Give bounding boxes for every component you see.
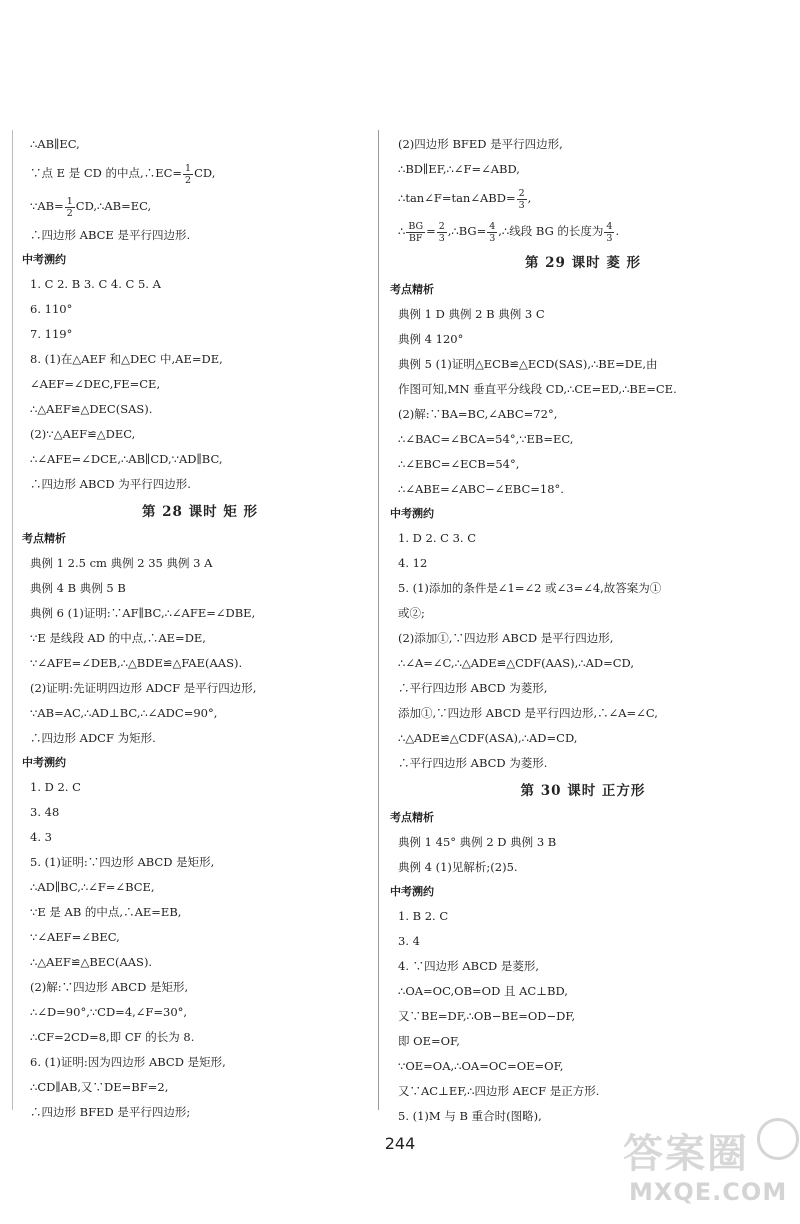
- answer-line: 典例 1 2.5 cm 典例 2 35 典例 3 A: [30, 556, 213, 570]
- answer-line: (2)解:∵BA=BC,∠ABC=72°,: [398, 407, 558, 421]
- answer-line: [398, 215, 768, 248]
- line-text: =: [426, 224, 436, 238]
- fraction: [604, 221, 614, 244]
- answer-line: [30, 157, 370, 190]
- answer-line: 又∵AC⊥EF,∴四边形 AECF 是正方形.: [398, 1084, 600, 1098]
- fraction-denominator: 3: [518, 199, 525, 211]
- answer-line: ∴△ADE≌△CDF(ASA),∴AD=CD,: [398, 731, 578, 745]
- answer-line: 1. D 2. C 3. C: [398, 531, 477, 545]
- section-heading: 中考溯约: [22, 756, 66, 769]
- answer-line: ∴平行四边形 ABCD 为菱形.: [398, 756, 548, 770]
- line-text: ,∴线段 BG 的长度为: [498, 224, 604, 238]
- fraction-denominator: 3: [489, 232, 496, 244]
- section-heading: 中考溯约: [390, 507, 434, 520]
- watermark-circle-icon: [757, 1118, 799, 1160]
- line-text: CD,∴AB=EC,: [75, 199, 152, 213]
- answer-line: 作图可知,MN 垂直平分线段 CD,∴CE=ED,∴BE=CE.: [398, 382, 677, 396]
- answer-line: 3. 48: [30, 805, 60, 819]
- line-text: ∵点 E 是 CD 的中点,∴EC=: [30, 166, 183, 180]
- answer-line: ∴∠ABE=∠ABC−∠EBC=18°.: [398, 482, 564, 496]
- fraction-numerator: 1: [66, 195, 73, 207]
- answer-line: [398, 182, 768, 215]
- fraction-numerator: 1: [185, 162, 192, 174]
- answer-line: ∴∠AFE=∠DCE,∴AB∥CD,∵AD∥BC,: [30, 452, 223, 466]
- page-margin-line: [12, 130, 13, 1110]
- line-text: .: [615, 224, 620, 238]
- answer-line: 典例 5 (1)证明△ECB≌△ECD(SAS),∴BE=DE,由: [398, 357, 658, 371]
- fraction-numerator: 4: [606, 220, 613, 232]
- fraction: [517, 188, 527, 211]
- answer-line: ∴△AEF≌△DEC(SAS).: [30, 402, 153, 416]
- fraction-denominator: 3: [438, 232, 445, 244]
- lesson-title: 第 30 课时 正方形: [520, 783, 646, 799]
- answer-line: ∵AB=AC,∴AD⊥BC,∴∠ADC=90°,: [30, 706, 218, 720]
- line-text: ,: [527, 191, 532, 205]
- page-number: 244: [384, 1134, 416, 1153]
- answer-line: 或②;: [398, 606, 425, 620]
- answer-line: ∠AEF=∠DEC,FE=CE,: [30, 377, 161, 391]
- answer-line: ∵E 是线段 AD 的中点,∴AE=DE,: [30, 631, 206, 645]
- answer-line: ∴CD∥AB,又∵DE=BF=2,: [30, 1080, 169, 1094]
- lesson-title: 第 28 课时 矩 形: [141, 504, 259, 520]
- section-heading: 中考溯约: [390, 885, 434, 898]
- answer-line: 典例 4 120°: [398, 332, 464, 346]
- left-column: [22, 132, 370, 1125]
- answer-line: ∴∠BAC=∠BCA=54°,∵EB=EC,: [398, 432, 574, 446]
- answer-line: 典例 4 (1)见解析;(2)5.: [398, 860, 518, 874]
- answer-line: (2)∵△AEF≌△DEC,: [30, 427, 136, 441]
- answer-line: 8. (1)在△AEF 和△DEC 中,AE=DE,: [30, 352, 223, 366]
- answer-line: 5. (1)M 与 B 重合时(图略),: [398, 1109, 542, 1123]
- fraction-numerator: 4: [489, 220, 496, 232]
- answer-line: 典例 4 B 典例 5 B: [30, 581, 126, 595]
- answer-line: ∴△AEF≌△BEC(AAS).: [30, 955, 153, 969]
- fraction: [487, 221, 497, 244]
- answer-line: 1. C 2. B 3. C 4. C 5. A: [30, 277, 161, 291]
- fraction-numerator: 2: [518, 187, 525, 199]
- fraction: [437, 221, 447, 244]
- answer-line: (2)解:∵四边形 ABCD 是矩形,: [30, 980, 189, 994]
- fraction-denominator: 2: [66, 207, 73, 219]
- fraction-denominator: BF: [408, 232, 423, 244]
- answer-line: 6. 110°: [30, 302, 73, 316]
- line-text: ,∴BG=: [447, 224, 487, 238]
- answer-line: 4. 3: [30, 830, 52, 844]
- answer-line: ∵∠AFE=∠DEB,∴△BDE≌△FAE(AAS).: [30, 656, 243, 670]
- line-text: ∵AB=: [30, 199, 64, 213]
- fraction-numerator: BG: [408, 220, 424, 232]
- answer-line: (2)添加①,∵四边形 ABCD 是平行四边形,: [398, 631, 614, 645]
- answer-line: 5. (1)添加的条件是∠1=∠2 或∠3=∠4,故答案为①: [398, 581, 662, 595]
- answer-line: ∵OE=OA,∴OA=OC=OE=OF,: [398, 1059, 564, 1073]
- answer-line: (2)四边形 BFED 是平行四边形,: [398, 137, 563, 151]
- answer-line: 典例 1 45° 典例 2 D 典例 3 B: [398, 835, 557, 849]
- answer-line: 即 OE=OF,: [398, 1034, 460, 1048]
- answer-line: ∴OA=OC,OB=OD 且 AC⊥BD,: [398, 984, 568, 998]
- column-divider: [378, 130, 379, 1110]
- answer-line: 典例 6 (1)证明:∵AF∥BC,∴∠AFE=∠DBE,: [30, 606, 256, 620]
- line-text: CD,: [194, 166, 216, 180]
- answer-line: 6. (1)证明:因为四边形 ABCD 是矩形,: [30, 1055, 226, 1069]
- answer-line: ∴四边形 ABCE 是平行四边形.: [30, 228, 191, 242]
- section-heading: 考点精析: [22, 532, 66, 545]
- section-heading: 考点精析: [390, 811, 434, 824]
- answer-line: ∴∠A=∠C,∴△ADE≌△CDF(AAS),∴AD=CD,: [398, 656, 634, 670]
- answer-line: ∴AD∥BC,∴∠F=∠BCE,: [30, 880, 155, 894]
- answer-line: 4. ∵四边形 ABCD 是菱形,: [398, 959, 540, 973]
- watermark-logo: [615, 1110, 795, 1220]
- section-heading: 中考溯约: [22, 253, 66, 266]
- fraction-denominator: 2: [185, 174, 192, 186]
- fraction: [183, 163, 193, 186]
- answer-line: 添加①,∵四边形 ABCD 是平行四边形,∴∠A=∠C,: [398, 706, 658, 720]
- answer-line: ∴四边形 ADCF 为矩形.: [30, 731, 156, 745]
- answer-line: ∴∠EBC=∠ECB=54°,: [398, 457, 520, 471]
- answer-line: ∴AB∥EC,: [30, 137, 80, 151]
- answer-line: ∴平行四边形 ABCD 为菱形,: [398, 681, 548, 695]
- answer-line: ∴四边形 BFED 是平行四边形;: [30, 1105, 191, 1119]
- line-text: ∴: [398, 224, 406, 238]
- answer-line: ∵∠AEF=∠BEC,: [30, 930, 120, 944]
- answer-line: 又∵BE=DF,∴OB−BE=OD−DF,: [398, 1009, 576, 1023]
- answer-line: ∴四边形 ABCD 为平行四边形.: [30, 477, 191, 491]
- answer-line: ∴CF=2CD=8,即 CF 的长为 8.: [30, 1030, 195, 1044]
- line-text: ∴tan∠F=tan∠ABD=: [398, 191, 516, 205]
- answer-line: 1. B 2. C: [398, 909, 449, 923]
- answer-line: 7. 119°: [30, 327, 73, 341]
- fraction-numerator: 2: [438, 220, 445, 232]
- answer-line: (2)证明:先证明四边形 ADCF 是平行四边形,: [30, 681, 257, 695]
- right-column: [390, 132, 768, 1129]
- answer-line: 4. 12: [398, 556, 428, 570]
- answer-line: ∵E 是 AB 的中点,∴AE=EB,: [30, 905, 182, 919]
- answer-line: ∴BD∥EF,∴∠F=∠ABD,: [398, 162, 520, 176]
- fraction: [406, 221, 425, 244]
- fraction: [65, 196, 75, 219]
- answer-line: 典例 1 D 典例 2 B 典例 3 C: [398, 307, 545, 321]
- answer-line: 1. D 2. C: [30, 780, 81, 794]
- answer-line: [30, 190, 370, 223]
- lesson-title: 第 29 课时 菱 形: [524, 255, 642, 271]
- watermark-text: 答案圈: [623, 1131, 749, 1177]
- section-heading: 考点精析: [390, 283, 434, 296]
- answer-line: ∴∠D=90°,∵CD=4,∠F=30°,: [30, 1005, 188, 1019]
- answer-line: 3. 4: [398, 934, 420, 948]
- answer-line: 5. (1)证明:∵四边形 ABCD 是矩形,: [30, 855, 215, 869]
- fraction-denominator: 3: [606, 232, 613, 244]
- watermark-url: MXQE.COM: [629, 1178, 788, 1206]
